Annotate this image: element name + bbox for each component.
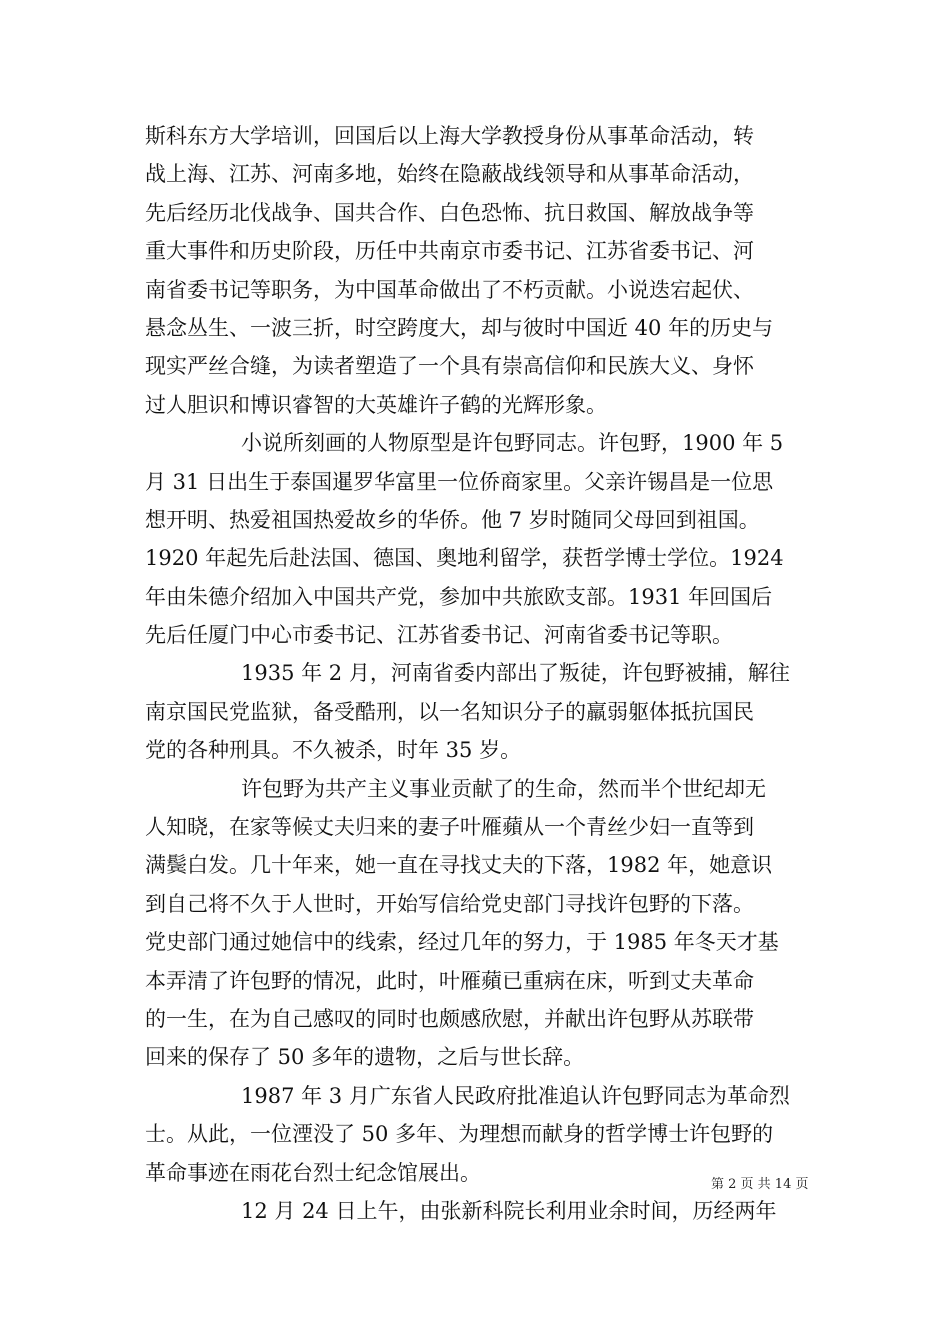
- text-line: 斯科东方大学培训，回国后以上海大学教授身份从事革命活动，转: [145, 124, 754, 148]
- text-line: 先后任厦门中心市委书记、江苏省委书记、河南省委书记等职。: [145, 623, 733, 648]
- text-line: 过人胆识和博识睿智的大英雄许子鹤的光辉形象。: [145, 392, 607, 417]
- text-line: 党史部门通过她信中的线索，经过几年的努力，于 1985 年冬天才基: [145, 930, 779, 955]
- text-line: 南京国民党监狱，备受酷刑，以一名知识分子的羸弱躯体抵抗国民: [145, 699, 754, 724]
- text-line: 的一生，在为自己感叹的同时也颇感欣慰，并献出许包野从苏联带: [145, 1006, 754, 1031]
- document-body: [145, 117, 809, 1230]
- paragraph-first-line: 1987 年 3 月广东省人民政府批准追认许包野同志为革命烈: [241, 1083, 790, 1108]
- text-line: 月 31 日出生于泰国暹罗华富里一位侨商家里。父亲许锡昌是一位思: [145, 469, 774, 494]
- text-line: 年由朱德介绍加入中国共产党，参加中共旅欧支部。1931 年回国后: [145, 584, 773, 609]
- text-line: 本弄清了许包野的情况，此时，叶雁蘋已重病在床，听到丈夫革命: [145, 968, 754, 993]
- text-line: 到自己将不久于人世时，开始写信给党史部门寻找许包野的下落。: [145, 891, 754, 916]
- paragraph-first-line: 12 月 24 日上午，由张新科院长利用业余时间，历经两年: [241, 1198, 777, 1223]
- text-line: 悬念丛生、一波三折，时空跨度大，却与彼时中国近 40 年的历史与: [145, 315, 774, 340]
- text-line: 1920 年起先后赴法国、德国、奥地利留学，获哲学博士学位。1924: [145, 546, 784, 571]
- text-line: 现实严丝合缝，为读者塑造了一个具有崇高信仰和民族大义、身怀: [145, 354, 754, 379]
- text-line: 重大事件和历史阶段，历任中共南京市委书记、江苏省委书记、河: [145, 239, 754, 264]
- paragraph-first-line: 许包野为共产主义事业贡献了的生命，然而半个世纪却无: [241, 776, 766, 801]
- text-line: 战上海、江苏、河南多地，始终在隐蔽战线领导和从事革命活动，: [145, 162, 754, 187]
- paragraph-first-line: 1935 年 2 月，河南省委内部出了叛徒，许包野被捕，解往: [241, 661, 790, 686]
- text-line: 党的各种刑具。不久被杀，时年 35 岁。: [145, 738, 522, 763]
- text-line: 士。从此，一位湮没了 50 多年、为理想而献身的哲学博士许包野的: [145, 1122, 774, 1147]
- text-line: 南省委书记等职务，为中国革命做出了不朽贡献。小说迭宕起伏、: [145, 277, 754, 302]
- text-line: 先后经历北伐战争、国共合作、白色恐怖、抗日救国、解放战争等: [145, 200, 754, 225]
- text-line: 人知晓，在家等候丈夫归来的妻子叶雁蘋从一个青丝少妇一直等到: [145, 815, 754, 840]
- text-line: 想开明、热爱祖国热爱故乡的华侨。他 7 岁时随同父母回到祖国。: [145, 507, 760, 532]
- text-line: 革命事迹在雨花台烈士纪念馆展出。: [145, 1160, 481, 1185]
- paragraph-first-line: 小说所刻画的人物原型是许包野同志。许包野，1900 年 5: [241, 431, 784, 456]
- page-number-footer: 第 2 页 共 14 页: [711, 1177, 809, 1192]
- text-line: 回来的保存了 50 多年的遗物，之后与世长辞。: [145, 1045, 585, 1070]
- text-line: 满鬓白发。几十年来，她一直在寻找丈夫的下落，1982 年，她意识: [145, 853, 773, 878]
